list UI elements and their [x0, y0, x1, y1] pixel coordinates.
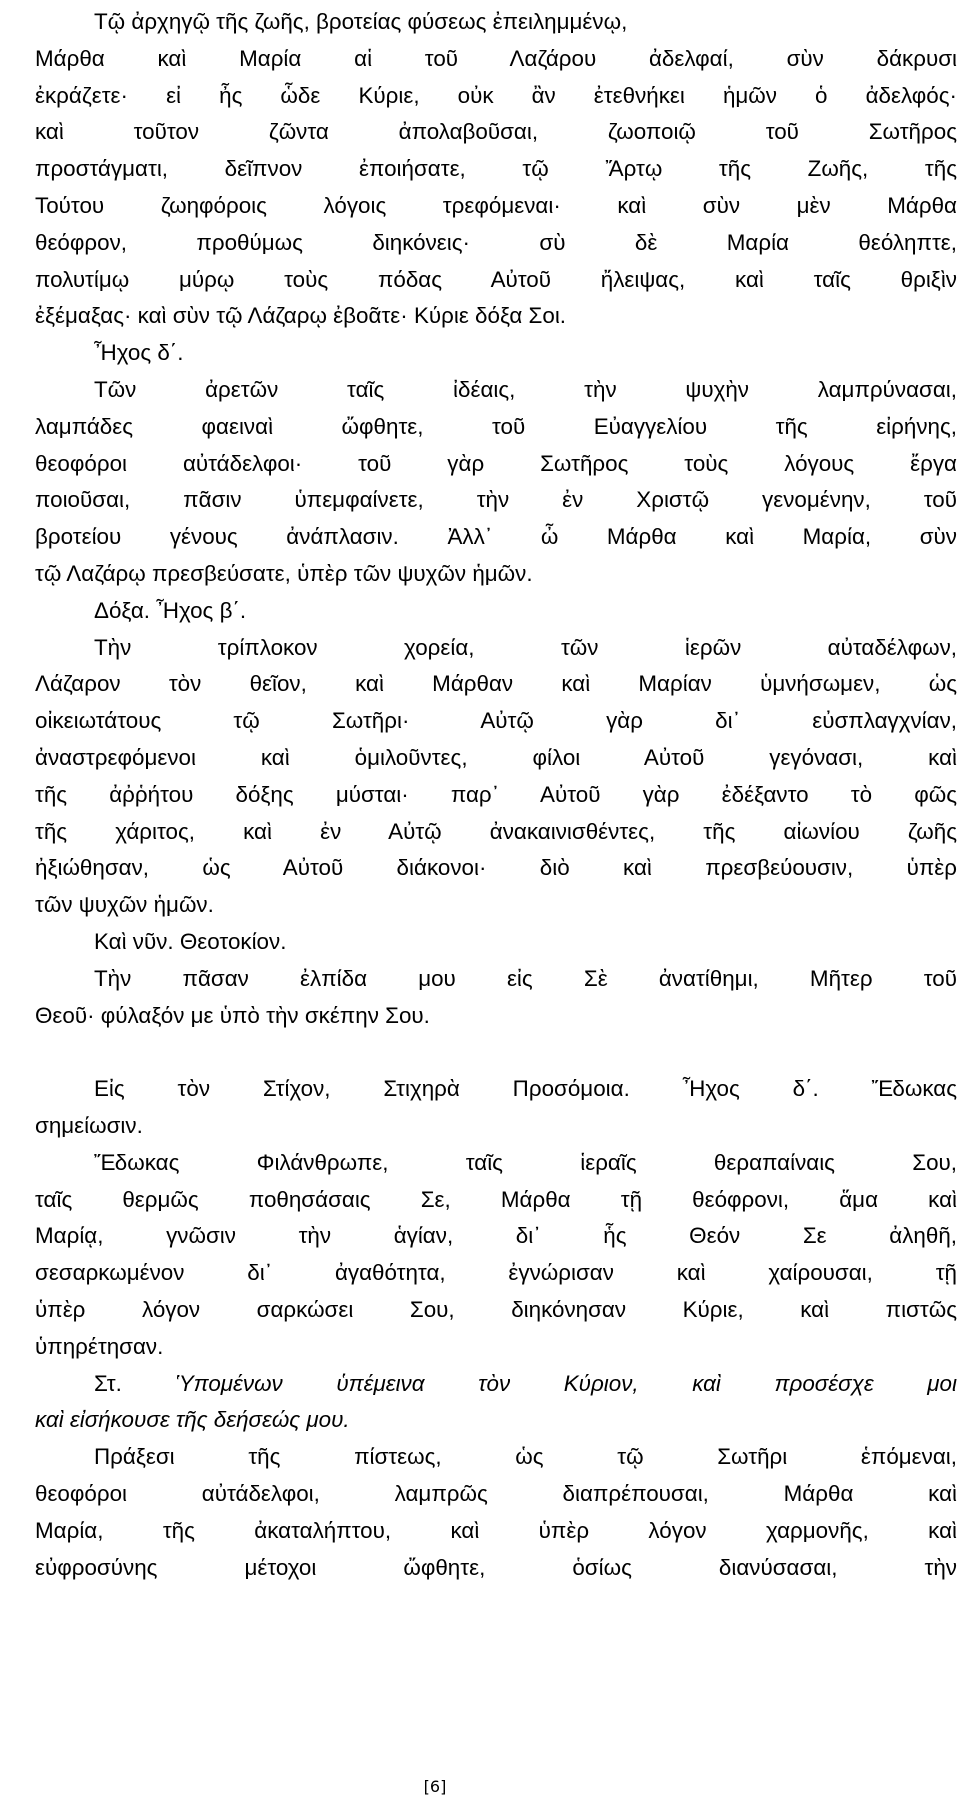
- text-line: θεοφόροι αὐτάδελφοι· τοῦ γὰρ Σωτῆρος τοὺς λόγους ἔργα: [35, 450, 957, 476]
- text-line: ἠξιώθησαν, ὡς Αὐτοῦ διάκονοι· διὸ καὶ πρεσβεύουσιν, ὑπὲρ: [35, 855, 957, 881]
- text-line: ὑπηρέτησαν.: [35, 1333, 164, 1359]
- text-line: τῷ Λαζάρῳ πρεσβεύσατε, ὑπὲρ τῶν ψυχῶν ἡμῶν.: [35, 561, 533, 586]
- text-line: Μαρία, τῆς ἀκαταλήπτου, καὶ ὑπὲρ λόγον χαρμονῆς, καὶ: [35, 1517, 957, 1543]
- verse-marker: Στ.: [94, 1370, 176, 1396]
- text-line: ἐκράζετε· εἰ ἦς ὧδε Κύριε, οὐκ ἂν ἐτεθνήκει ἡμῶν ὁ ἀδελφός·: [35, 82, 957, 108]
- text-line: ταῖς θερμῶς ποθησάσαις Σε, Μάρθα τῇ θεόφρονι, ἅμα καὶ: [35, 1186, 957, 1212]
- text-line: Λάζαρον τὸν θεῖον, καὶ Μάρθαν καὶ Μαρίαν ὑμνήσωμεν, ὡς: [35, 671, 957, 697]
- text-line: τῆς χάριτος, καὶ ἐν Αὐτῷ ἀνακαινισθέντες, τῆς αἰωνίου ζωῆς: [35, 818, 957, 844]
- text-line: πολυτίμῳ μύρῳ τοὺς πόδας Αὐτοῦ ἤλειψας, καὶ ταῖς θριξὶν: [35, 266, 957, 292]
- text-line: θεόφρον, προθύμως διηκόνεις· σὺ δὲ Μαρία θεόληπτε,: [35, 229, 957, 255]
- text-line: Μαρίᾳ, γνῶσιν τὴν ἁγίαν, δι᾽ ἧς Θεόν Σε ἀληθῆ,: [35, 1223, 957, 1249]
- text-line: ἐξέμαξας· καὶ σὺν τῷ Λάζαρῳ ἐβοᾶτε· Κύριε δόξα Σοι.: [35, 303, 567, 329]
- text-line: καὶ εἰσήκουσε τῆς δεήσεώς μου.: [35, 1407, 350, 1433]
- text-line: ἀναστρεφόμενοι καὶ ὁμιλοῦντες, φίλοι Αὐτοῦ γεγόνασι, καὶ: [35, 745, 957, 770]
- text-line: Πράξεσι τῆς πίστεως, ὡς τῷ Σωτῆρι ἑπόμεναι,: [94, 1444, 957, 1470]
- text-line: σημείωσιν.: [35, 1113, 143, 1138]
- verse-text: Ὑπομένων ὑπέμεινα τὸν Κύριον, καὶ προσέσχε μοι: [175, 1370, 957, 1396]
- text-line: Τὴν πᾶσαν ἐλπίδα μου εἰς Σὲ ἀνατίθημι, Μῆτερ τοῦ: [94, 965, 957, 991]
- text-line: [35, 1033, 957, 1071]
- text-line: βροτείου γένους ἀνάπλασιν. Ἀλλ᾽ ὦ Μάρθα καὶ Μαρία, σὺν: [35, 524, 957, 550]
- text-line: Μάρθα καὶ Μαρία αἱ τοῦ Λαζάρου ἀδελφαί, σὺν δάκρυσι: [35, 45, 957, 71]
- text-line: Ἦχος δ΄.: [94, 340, 184, 366]
- text-line: [94, 1365, 957, 1403]
- page-number: [6]: [423, 1777, 447, 1796]
- text-line: ποιοῦσαι, πᾶσιν ὑπεμφαίνετε, τὴν ἐν Χριστῷ γενομένην, τοῦ: [35, 487, 957, 513]
- text-line: οἰκειωτάτους τῷ Σωτῆρι· Αὐτῷ γὰρ δι᾽ εὐσπλαγχνίαν,: [35, 708, 957, 734]
- text-line: Δόξα. Ἦχος β΄.: [94, 597, 247, 623]
- text-line: εὐφροσύνης μέτοχοι ὤφθητε, ὁσίως διανύσασαι, τὴν: [35, 1554, 957, 1580]
- text-line: ὑπὲρ λόγον σαρκώσει Σου, διηκόνησαν Κύριε, καὶ πιστῶς: [35, 1297, 957, 1322]
- text-line: Τούτου ζωηφόροις λόγοις τρεφόμεναι· καὶ σὺν μὲν Μάρθα: [35, 193, 957, 218]
- text-line: Τὴν τρίπλοκον χορεία, τῶν ἱερῶν αὐταδέλφων,: [94, 634, 957, 660]
- text-line: Τῶν ἀρετῶν ταῖς ἰδέαις, τὴν ψυχὴν λαμπρύνασαι,: [94, 377, 957, 402]
- text-line: θεοφόροι αὐτάδελφοι, λαμπρῶς διαπρέπουσαι, Μάρθα καὶ: [35, 1481, 957, 1506]
- text-line: Καὶ νῦν. Θεοτοκίον.: [94, 929, 287, 954]
- text-line: Τῷ ἀρχηγῷ τῆς ζωῆς, βροτείας φύσεως ἐπειλημμένῳ,: [94, 9, 628, 34]
- text-line: Ἔδωκας Φιλάνθρωπε, ταῖς ἱεραῖς θεραπαίναις Σου,: [94, 1149, 957, 1175]
- text-line: λαμπάδες φαειναὶ ὤφθητε, τοῦ Εὐαγγελίου τῆς εἰρήνης,: [35, 413, 957, 439]
- text-line: καὶ τοῦτον ζῶντα ἀπολαβοῦσαι, ζωοποιῷ τοῦ Σωτῆρος: [35, 119, 957, 145]
- text-line: τῆς ἀῤῥήτου δόξης μύσται· παρ᾽ Αὐτοῦ γὰρ ἐδέξαντο τὸ φῶς: [35, 781, 957, 807]
- text-line: Εἰς τὸν Στίχον, Στιχηρὰ Προσόμοια. Ἦχος δ΄. Ἔδωκας: [94, 1076, 957, 1102]
- text-line: Θεοῦ· φύλαξόν με ὑπὸ τὴν σκέπην Σου.: [35, 1002, 430, 1028]
- text-line: τῶν ψυχῶν ἡμῶν.: [35, 892, 214, 918]
- text-line: σεσαρκωμένον δι᾽ ἀγαθότητα, ἐγνώρισαν καὶ χαίρουσαι, τῇ: [35, 1260, 957, 1286]
- text-line: προστάγματι, δεῖπνον ἐποιήσατε, τῷ Ἄρτῳ τῆς Ζωῆς, τῆς: [35, 156, 957, 182]
